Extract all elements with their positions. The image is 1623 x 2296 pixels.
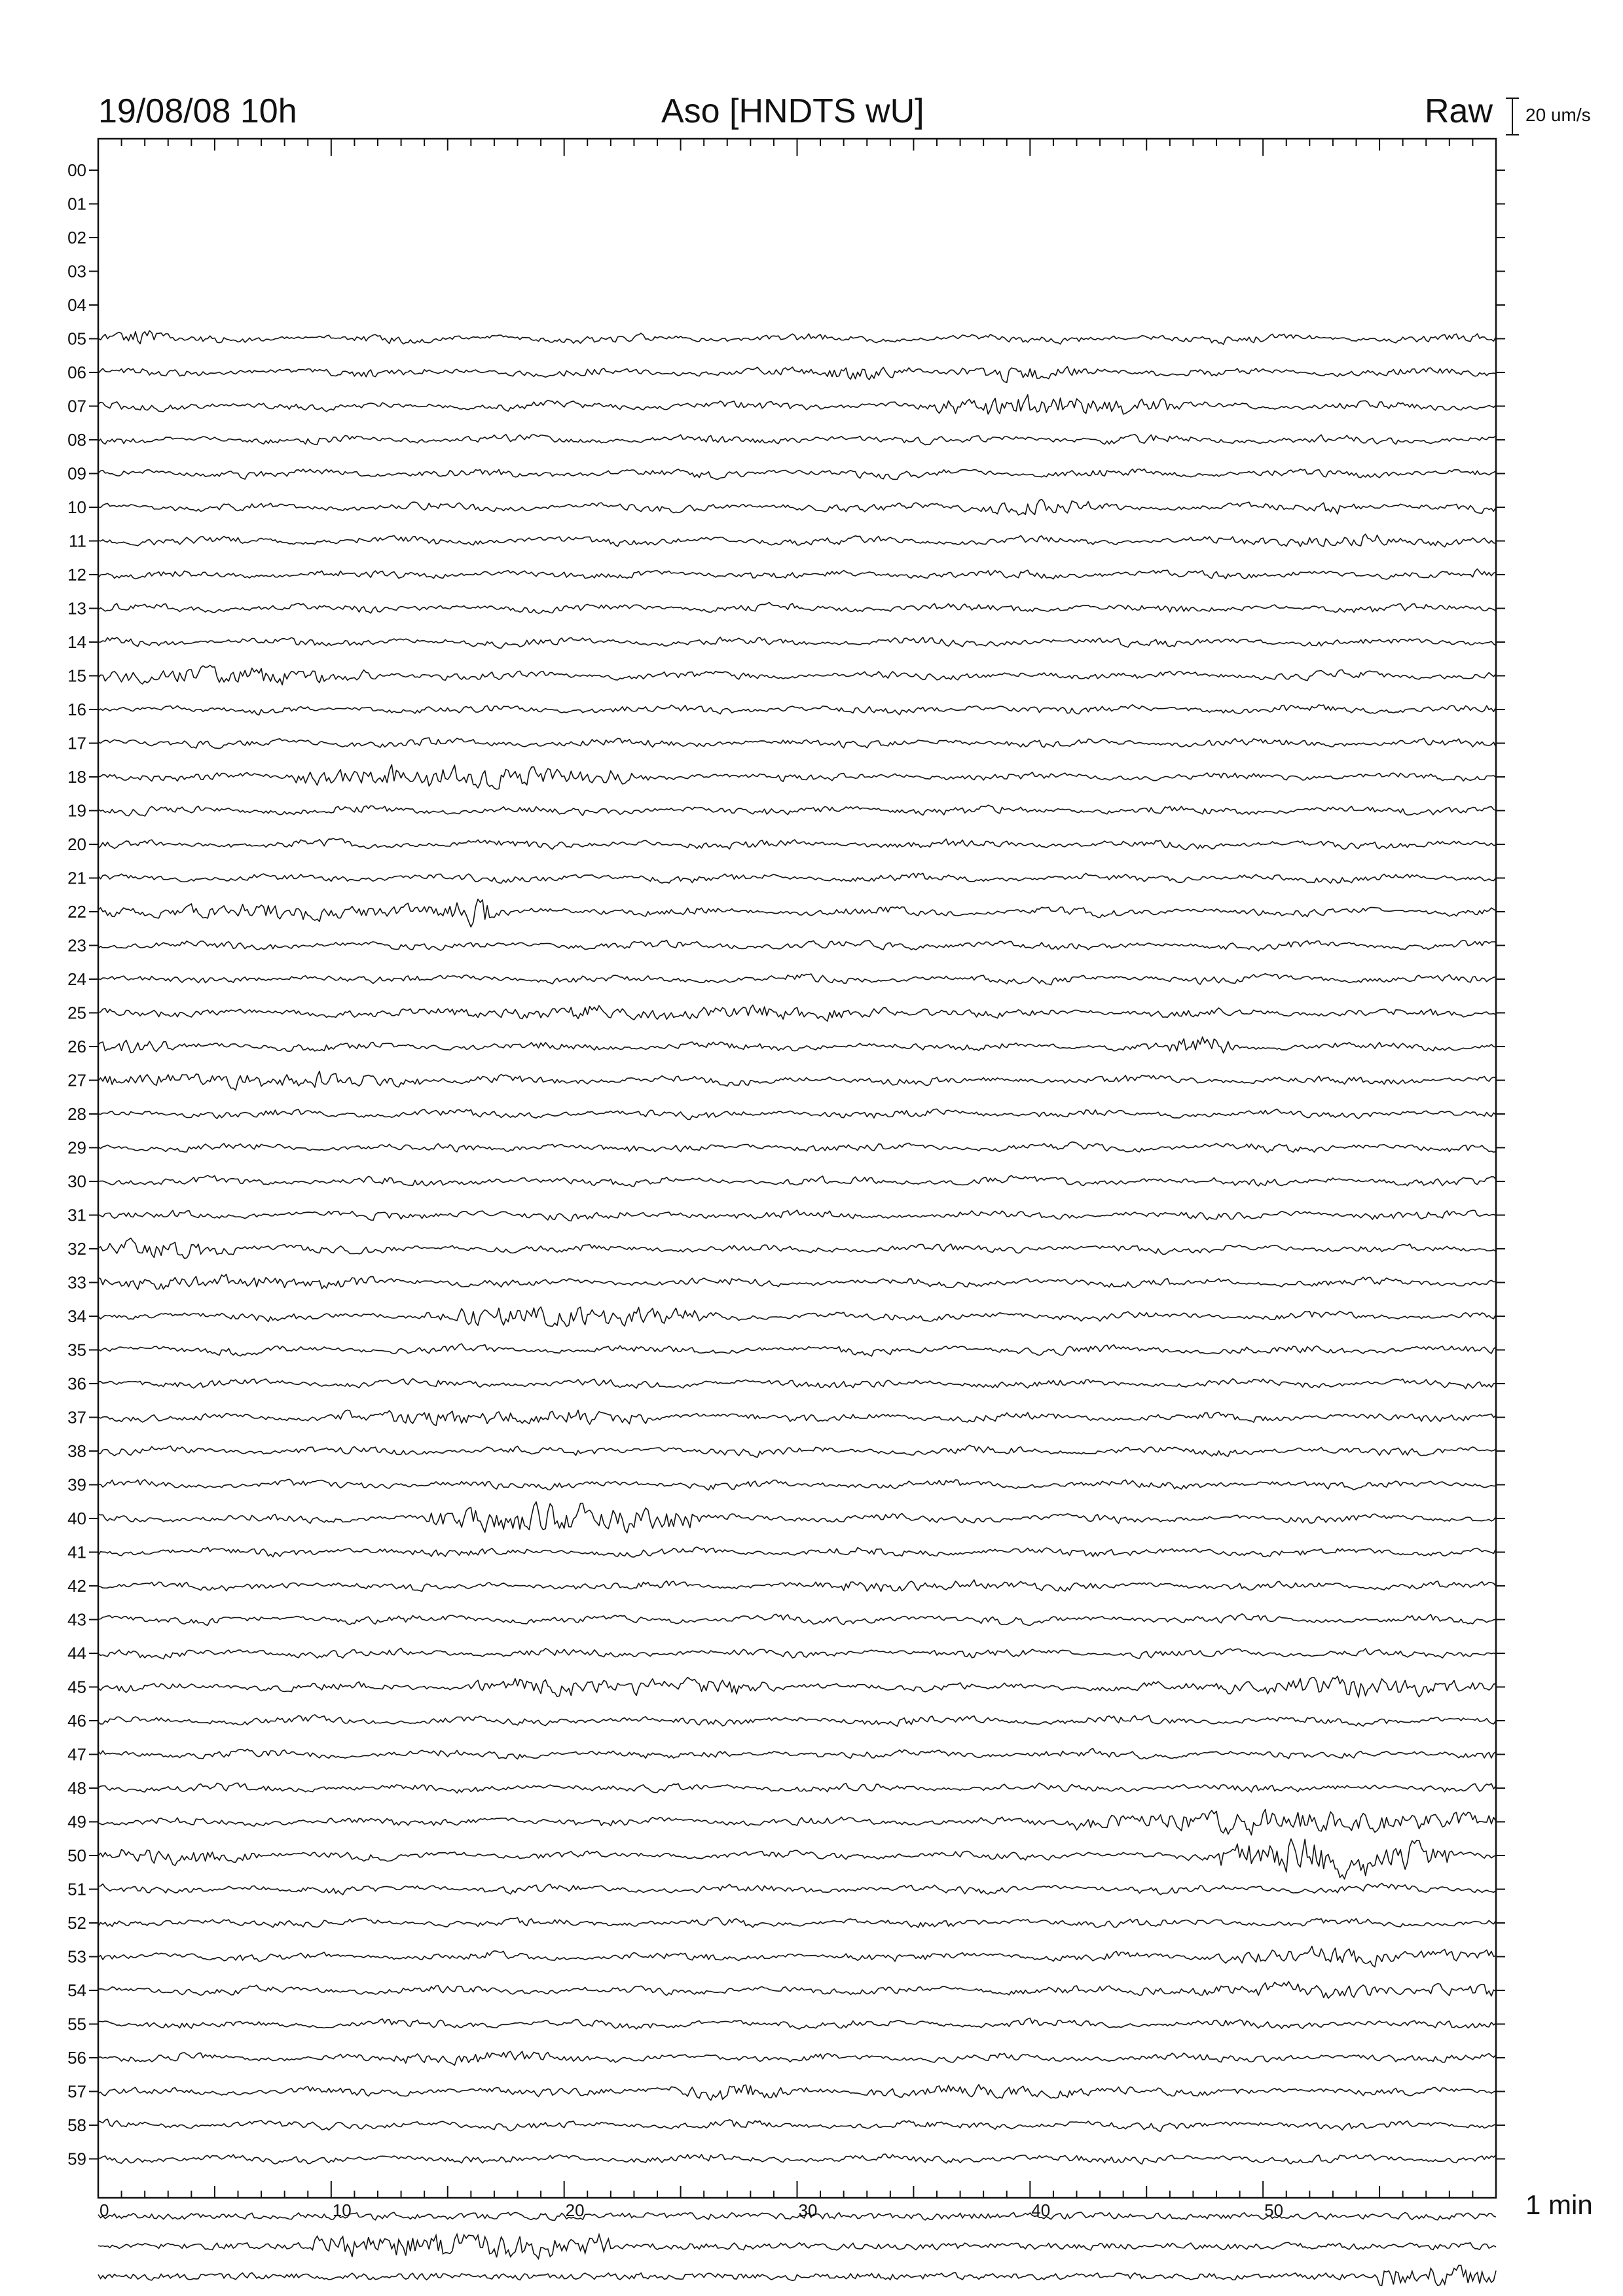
minute-label: 29: [67, 1138, 86, 1158]
minute-label: 57: [67, 2081, 86, 2102]
minute-label: 38: [67, 1441, 86, 1461]
trace-minute-44: [98, 1648, 1496, 1659]
station-title: Aso [HNDTS wU]: [661, 92, 924, 130]
minute-label: 48: [67, 1778, 86, 1798]
trace-minute-39: [98, 1479, 1496, 1490]
minute-label: 21: [67, 868, 86, 888]
trace-minute-25: [98, 1005, 1496, 1022]
minute-label: 58: [67, 2115, 86, 2135]
trace-minute-12: [98, 569, 1496, 579]
minute-label: 55: [67, 2014, 86, 2034]
trace-minute-51: [98, 1884, 1496, 1895]
date-label: 19/08/08 10h: [98, 92, 297, 130]
minute-label: 36: [67, 1374, 86, 1393]
minute-label: 12: [67, 565, 86, 584]
minute-label: 10: [67, 497, 86, 517]
trace-minute-45: [98, 1676, 1496, 1697]
minute-label: 07: [67, 396, 86, 416]
trace-minute-16: [98, 705, 1496, 715]
minute-label: 13: [67, 598, 86, 619]
trace-minute-49: [98, 1810, 1496, 1835]
trace-continuation: [98, 2212, 1496, 2220]
trace-minute-09: [98, 469, 1496, 480]
minute-label: 39: [67, 1475, 86, 1495]
minute-label: 17: [67, 733, 86, 753]
minute-label: 43: [67, 1609, 86, 1630]
minute-label: 04: [67, 295, 86, 315]
x-tick-label: 30: [798, 2200, 818, 2220]
trace-minute-38: [98, 1445, 1496, 1457]
trace-minute-46: [98, 1715, 1496, 1727]
trace-minute-56: [98, 2051, 1496, 2065]
minute-label: 25: [67, 1003, 86, 1023]
minute-label: 35: [67, 1340, 86, 1360]
minute-label: 53: [67, 1946, 86, 1967]
trace-minute-55: [98, 2018, 1496, 2029]
trace-minute-27: [98, 1071, 1496, 1090]
amplitude-scale-label: 20 um/s: [1525, 105, 1591, 125]
minute-label: 34: [67, 1306, 86, 1326]
trace-minute-47: [98, 1748, 1496, 1759]
minute-label: 05: [67, 329, 86, 349]
minute-label: 32: [67, 1239, 86, 1259]
trace-minute-58: [98, 2119, 1496, 2132]
trace-minute-23: [98, 941, 1496, 951]
trace-minute-36: [98, 1378, 1496, 1388]
minute-label: 54: [67, 1981, 86, 2000]
trace-minute-37: [98, 1410, 1496, 1426]
trace-minute-35: [98, 1344, 1496, 1356]
trace-minute-19: [98, 805, 1496, 816]
minute-label: 22: [67, 902, 86, 922]
trace-minute-21: [98, 873, 1496, 883]
minute-label: 02: [67, 228, 86, 247]
trace-minute-26: [98, 1037, 1496, 1053]
trace-minute-53: [98, 1946, 1496, 1967]
minute-label: 52: [67, 1913, 86, 1933]
trace-continuation: [98, 2265, 1496, 2286]
trace-minute-06: [98, 367, 1496, 382]
minute-label: 41: [67, 1542, 86, 1562]
minute-label: 23: [67, 935, 86, 956]
trace-minute-22: [98, 899, 1496, 927]
row-span-label: 1 min: [1525, 2189, 1593, 2220]
minute-label: 01: [67, 194, 86, 214]
minute-label: 03: [67, 261, 86, 281]
minute-label: 06: [67, 363, 86, 382]
trace-minute-05: [98, 331, 1496, 344]
trace-continuation: [98, 2234, 1496, 2259]
trace-minute-40: [98, 1502, 1496, 1533]
minute-label: 14: [67, 632, 86, 652]
trace-minute-42: [98, 1580, 1496, 1592]
minute-label: 40: [67, 1509, 86, 1528]
trace-minute-18: [98, 764, 1496, 789]
minute-label: 09: [67, 463, 86, 484]
trace-minute-52: [98, 1918, 1496, 1928]
x-tick-label: 0: [100, 2200, 109, 2220]
trace-minute-54: [98, 1982, 1496, 1999]
minute-label: 11: [69, 531, 86, 551]
trace-minute-33: [98, 1274, 1496, 1289]
axis-label-group: [67, 160, 1283, 2220]
x-tick-label: 40: [1031, 2200, 1051, 2220]
x-tick-label: 50: [1264, 2200, 1284, 2220]
trace-group: [98, 331, 1496, 2286]
trace-minute-24: [98, 974, 1496, 985]
trace-minute-43: [98, 1614, 1496, 1626]
trace-minute-41: [98, 1547, 1496, 1558]
minute-label: 51: [67, 1879, 86, 1899]
minute-label: 28: [67, 1104, 86, 1124]
minute-label: 08: [67, 430, 86, 450]
minute-label: 18: [67, 767, 86, 787]
trace-minute-50: [98, 1839, 1496, 1879]
trace-minute-59: [98, 2154, 1496, 2164]
trace-minute-17: [98, 738, 1496, 749]
minute-label: 44: [67, 1643, 86, 1663]
trace-minute-32: [98, 1238, 1496, 1259]
trace-minute-20: [98, 838, 1496, 850]
trace-minute-57: [98, 2085, 1496, 2100]
trace-minute-30: [98, 1175, 1496, 1187]
trace-minute-08: [98, 435, 1496, 445]
minute-label: 30: [67, 1172, 86, 1191]
plot-border: [98, 139, 1496, 2198]
trace-minute-48: [98, 1783, 1496, 1793]
minute-label: 46: [67, 1711, 86, 1731]
minute-label: 47: [67, 1744, 86, 1765]
trace-minute-34: [98, 1307, 1496, 1327]
minute-label: 42: [67, 1576, 86, 1596]
x-tick-label: 20: [565, 2200, 585, 2220]
trace-minute-13: [98, 602, 1496, 613]
mode-label: Raw: [1425, 92, 1493, 130]
trace-minute-29: [98, 1142, 1496, 1153]
trace-minute-28: [98, 1109, 1496, 1119]
minute-label: 19: [67, 800, 86, 821]
x-tick-label: 10: [332, 2200, 352, 2220]
trace-minute-10: [98, 499, 1496, 515]
minute-label: 20: [67, 834, 86, 854]
minute-label: 49: [67, 1812, 86, 1832]
minute-label: 59: [67, 2149, 86, 2169]
minute-label: 31: [67, 1205, 86, 1225]
minute-label: 50: [67, 1846, 86, 1865]
trace-minute-31: [98, 1210, 1496, 1221]
minute-label: 27: [67, 1070, 86, 1090]
minute-label: 45: [67, 1677, 86, 1697]
trace-minute-11: [98, 534, 1496, 547]
trace-minute-07: [98, 395, 1496, 414]
trace-minute-14: [98, 637, 1496, 648]
minute-label: 37: [67, 1407, 86, 1427]
trace-minute-15: [98, 665, 1496, 685]
minute-label: 56: [67, 2048, 86, 2068]
minute-label: 00: [67, 160, 86, 180]
minute-label: 26: [67, 1037, 86, 1056]
minute-label: 15: [67, 666, 86, 686]
minute-label: 33: [67, 1272, 86, 1293]
minute-label: 16: [67, 700, 86, 719]
minute-label: 24: [67, 969, 86, 989]
